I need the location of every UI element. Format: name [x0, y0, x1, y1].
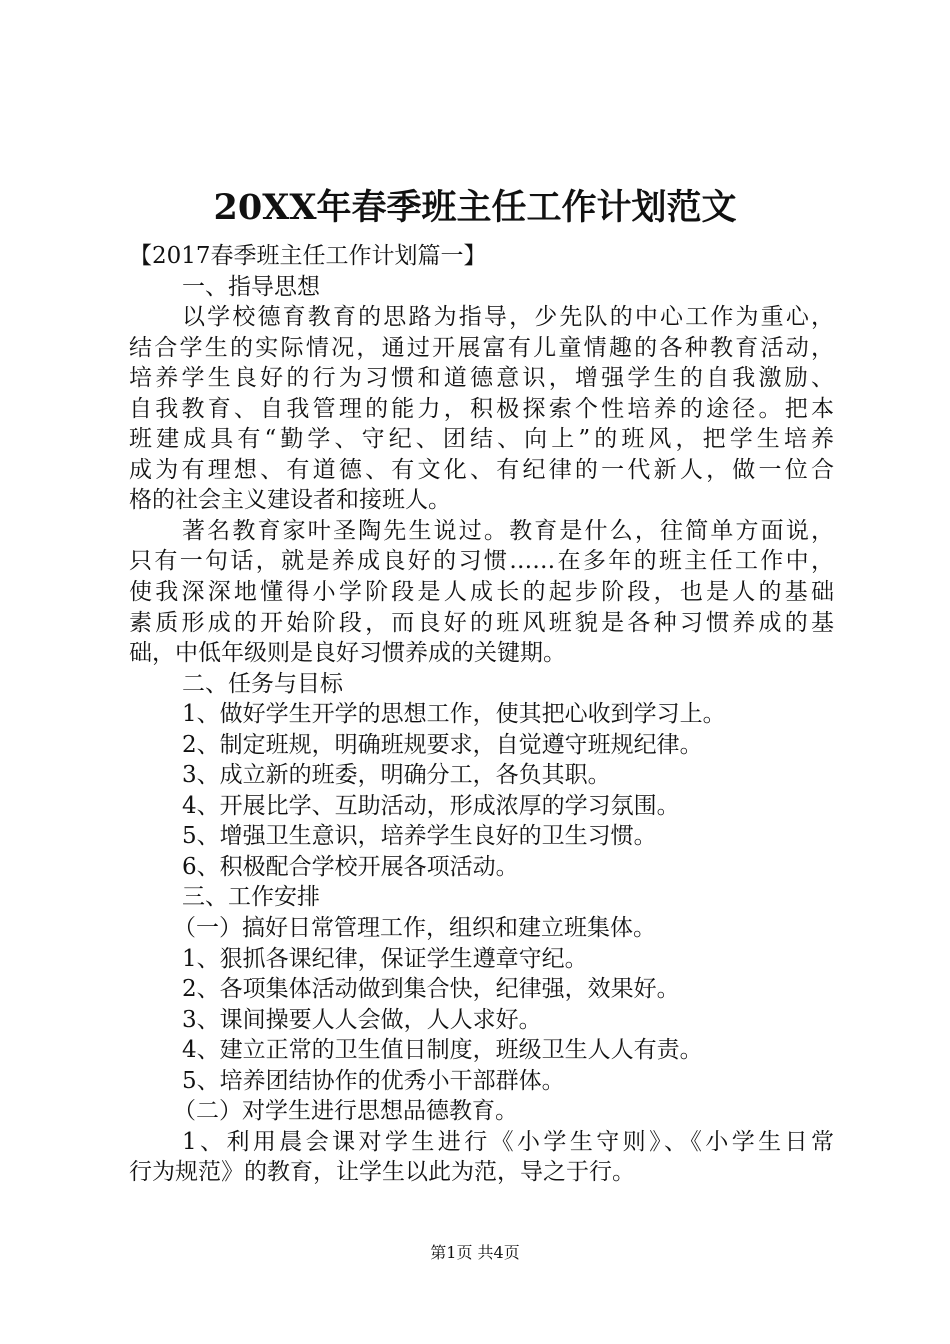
paragraph-line: 著名教育家叶圣陶先生说过。教育是什么，往简单方面说， [182, 517, 834, 544]
document-title: 20XX年春季班主任工作计划范文 [213, 187, 737, 228]
paragraph-line: 以学校德育教育的思路为指导，少先队的中心工作为重心， [182, 304, 834, 331]
section-heading: 三、工作安排 [182, 884, 320, 911]
paragraph-line: 班建成具有“勤学、守纪、团结、向上”的班风，把学生培养 [129, 426, 834, 453]
section-heading: 二、任务与目标 [182, 670, 343, 697]
paragraph-line: 自我教育、自我管理的能力，积极探索个性培养的途径。把本 [129, 395, 834, 422]
list-item: 行为规范》的教育，让学生以此为范，导之于行。 [129, 1159, 635, 1186]
subsection-heading: （一）搞好日常管理工作，组织和建立班集体。 [173, 915, 656, 942]
document-body [129, 241, 834, 1188]
list-item: 5、增强卫生意识，培养学生良好的卫生习惯。 [182, 823, 657, 850]
list-item: 2、制定班规，明确班规要求，自觉遵守班规纪律。 [182, 731, 703, 758]
list-item: 3、课间操要人人会做，人人求好。 [182, 1006, 542, 1033]
list-item: 6、积极配合学校开展各项活动。 [182, 853, 519, 880]
section-heading: 【2017春季班主任工作计划篇一】 [129, 243, 487, 269]
paragraph-line: 素质形成的开始阶段，而良好的班风班貌是各种习惯养成的基 [129, 609, 834, 636]
list-item: 3、成立新的班委，明确分工，各负其职。 [182, 762, 611, 789]
paragraph-line: 使我深深地懂得小学阶段是人成长的起步阶段，也是人的基础 [129, 579, 834, 606]
list-item: 1、做好学生开学的思想工作，使其把心收到学习上。 [182, 701, 726, 728]
paragraph-line: 结合学生的实际情况，通过开展富有儿童情趣的各种教育活动， [129, 334, 834, 361]
subsection-heading: （二）对学生进行思想品德教育。 [173, 1098, 518, 1125]
paragraph-line: 只有一句话，就是养成良好的习惯……在多年的班主任工作中， [129, 548, 834, 575]
list-item: 1、狠抓各课纪律，保证学生遵章守纪。 [182, 945, 588, 972]
paragraph-line: 培养学生良好的行为习惯和道德意识，增强学生的自我激励、 [129, 365, 834, 392]
list-item: 4、建立正常的卫生值日制度，班级卫生人人有责。 [182, 1037, 703, 1064]
paragraph-line: 格的社会主义建设者和接班人。 [129, 487, 451, 514]
list-item: 2、各项集体活动做到集合快，纪律强，效果好。 [182, 976, 680, 1003]
section-heading: 一、指导思想 [182, 273, 320, 300]
page-number: 第1页 共4页 [430, 1243, 520, 1262]
list-item: 5、培养团结协作的优秀小干部群体。 [182, 1067, 565, 1094]
list-item: 4、开展比学、互助活动，形成浓厚的学习氛围。 [182, 792, 680, 819]
paragraph-line: 成为有理想、有道德、有文化、有纪律的一代新人，做一位合 [129, 456, 834, 483]
paragraph-line: 础，中低年级则是良好习惯养成的关键期。 [129, 640, 566, 667]
list-item: 1、利用晨会课对学生进行《小学生守则》、《小学生日常 [182, 1128, 834, 1155]
